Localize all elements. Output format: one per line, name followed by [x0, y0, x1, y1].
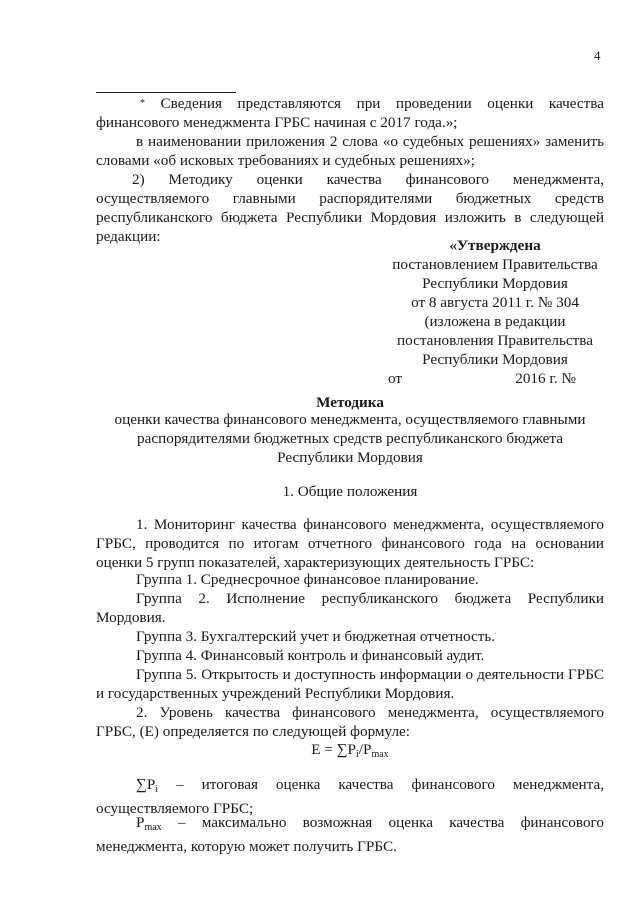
definition-2-text: – максимально возможная оценка качества финансового менеджмента, которую может получить ГРБС. [96, 814, 604, 855]
formula-sub-max: max [371, 749, 389, 760]
amendment-item-1: в наименовании приложения 2 слова «о судебных решениях» заменить словами «об исковых требованиях и судебных решениях»; [96, 133, 604, 169]
definition-1-sub: i [155, 784, 159, 795]
formula-sub-i: i [356, 749, 359, 760]
group-1: Группа 1. Среднесрочное финансовое планирование. [136, 571, 479, 588]
approval-line: (изложена в редакции [424, 313, 566, 330]
section-heading: 1. Общие положения [282, 483, 418, 500]
approval-date-prefix: от [388, 370, 403, 387]
approval-title: «Утверждена [449, 237, 541, 254]
group-5: Группа 5. Открытость и доступность информации о деятельности ГРБС и государственных учреждений Республики Мордовия. [96, 666, 604, 702]
approval-line: Республики Мордовия [422, 351, 568, 368]
group-4: Группа 4. Финансовый контроль и финансовый аудит. [136, 647, 485, 664]
approval-line: постановлением Правительства [392, 256, 598, 273]
formula-lhs: E = ∑P [311, 741, 357, 758]
approval-line: постановления Правительства [396, 332, 594, 349]
definition-1-text: – итоговая оценка качества финансового менеджмента, осуществляемого ГРБС; [96, 776, 604, 817]
approval-line: от 8 августа 2011 г. № 304 [411, 294, 579, 311]
paragraph-1: 1. Мониторинг качества финансового менеджмента, осуществляемого ГРБС, проводится по итогам отчетного финансового года на основании оценки 5 групп показателей, характеризующих деятельность ГРБС: [96, 516, 604, 571]
document-title: Методика [316, 394, 384, 411]
approval-line: Республики Мордовия [422, 275, 568, 292]
footnote-text: Сведения представляются при проведении оценки качества финансового менеджмента ГРБС начиная с 2017 года.»; [96, 95, 604, 131]
group-2: Группа 2. Исполнение республиканского бюджета Республики Мордовия. [96, 590, 604, 626]
approval-block [370, 236, 620, 388]
footnote-mark: * [140, 98, 145, 109]
paragraph-2: 2. Уровень качества финансового менеджмента, осуществляемого ГРБС, (Е) определяется по следующей формуле: [96, 704, 604, 740]
footnote [96, 94, 604, 132]
definition-1-symbol: ∑P [136, 776, 156, 793]
approval-date-suffix: 2016 г. № [515, 370, 576, 387]
formula-slash: /P [358, 741, 372, 758]
formula [96, 741, 604, 760]
group-3: Группа 3. Бухгалтерский учет и бюджетная отчетность. [136, 628, 496, 645]
definition-2-symbol: P [136, 814, 145, 831]
amendment-item-2: 2) Методику оценки качества финансового менеджмента, осуществляемого главными распорядителями бюджетных средств республиканского бюджета Республики Мордовия изложить в следующей редакции: [96, 171, 604, 245]
definition-2-sub: max [144, 822, 162, 833]
definition-1 [96, 775, 604, 818]
definition-2 [96, 813, 604, 856]
approval-date-line [370, 369, 620, 388]
footnote-separator [96, 92, 236, 93]
page-number: 4 [594, 48, 601, 63]
document-subtitle: оценки качества финансового менеджмента, осуществляемого главными распорядителями бюджетных средств республиканского бюджета Республики Мордовия [114, 411, 586, 466]
